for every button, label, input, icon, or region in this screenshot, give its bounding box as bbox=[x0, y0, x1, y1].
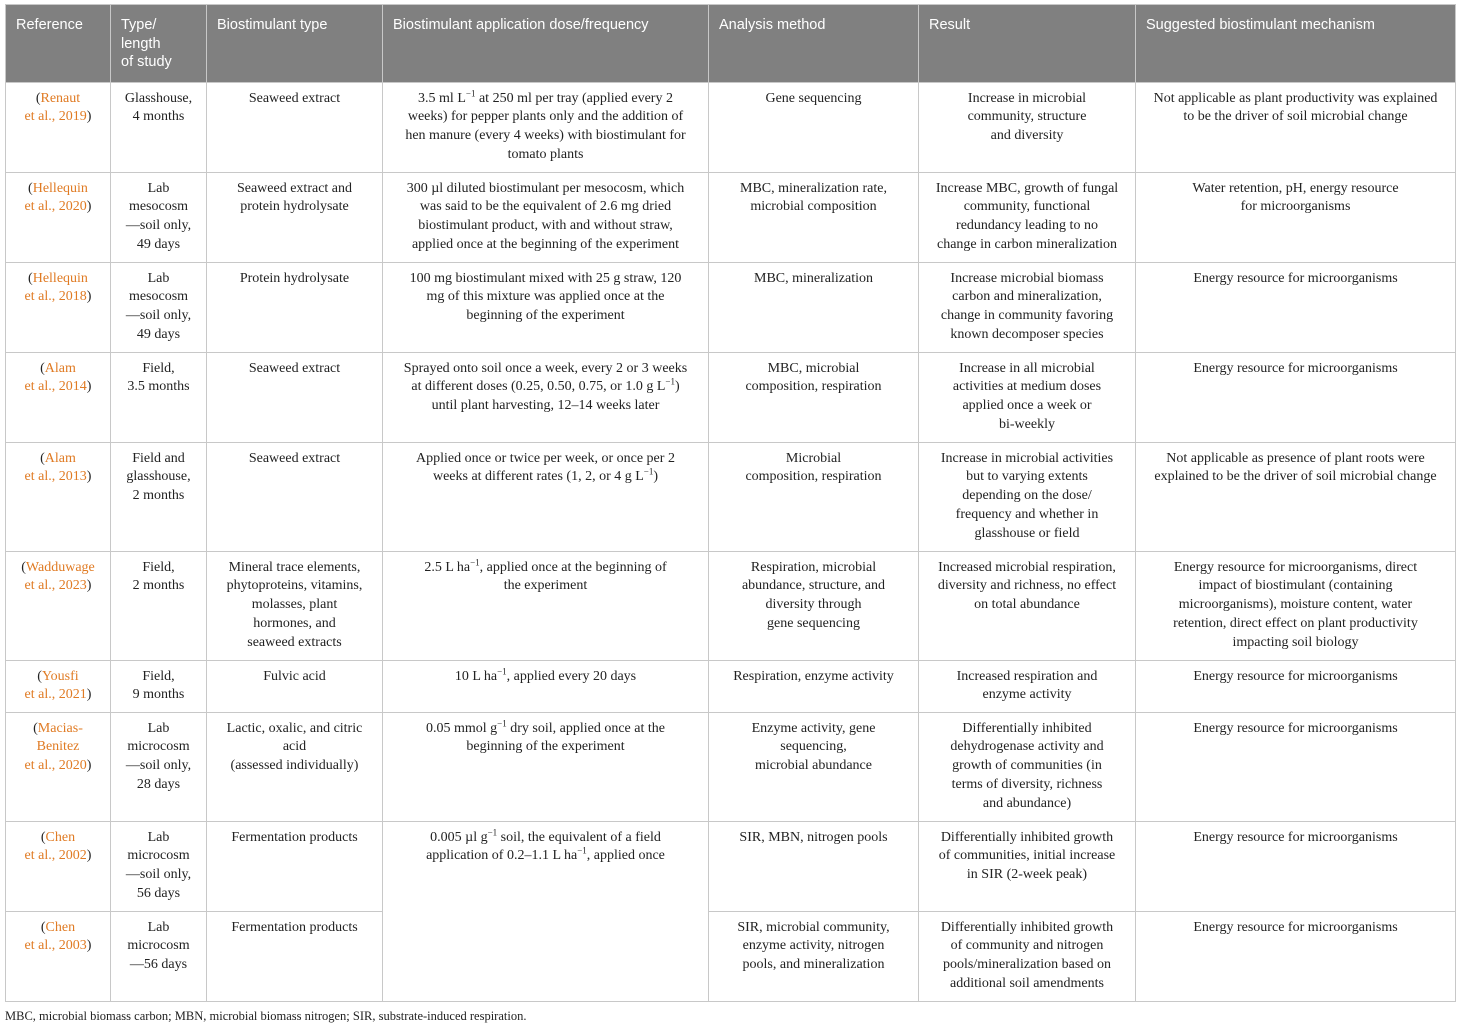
cell-type-length bbox=[111, 442, 207, 551]
cell-line: —soil only, bbox=[125, 758, 192, 774]
cell-line: Increase in microbial bbox=[967, 90, 1087, 106]
cell-line: microcosm bbox=[127, 938, 190, 954]
cell-line: Respiration, microbial bbox=[750, 559, 877, 575]
cell-line: MBC, mineralization rate, bbox=[740, 180, 887, 196]
cell-line: —soil only, bbox=[125, 218, 192, 234]
cell-dose bbox=[383, 660, 709, 712]
header-line: Analysis method bbox=[719, 17, 826, 33]
cell-line: —soil only, bbox=[125, 867, 192, 883]
cell-line: Increase in microbial activities bbox=[940, 450, 1114, 466]
citation-line: (Renaut bbox=[35, 90, 81, 106]
cell-reference bbox=[6, 660, 111, 712]
citation-link[interactable]: Hellequin bbox=[32, 270, 88, 286]
header-line: Suggested biostimulant mechanism bbox=[1146, 17, 1375, 33]
cell-line: growth of communities (in bbox=[952, 758, 1102, 774]
cell-line: microcosm bbox=[127, 739, 190, 755]
citation-line: et al., 2023) bbox=[24, 578, 92, 594]
cell-line: Enzyme activity, gene bbox=[751, 720, 876, 736]
citation-line: et al., 2020) bbox=[24, 199, 92, 215]
cell-line: carbon and mineralization, bbox=[952, 289, 1102, 305]
header-line: of study bbox=[121, 54, 172, 70]
superscript: −1 bbox=[465, 87, 476, 98]
cell-line: biostimulant product, with and without straw, bbox=[418, 218, 673, 234]
cell-line: known decomposer species bbox=[950, 326, 1104, 342]
cell-reference bbox=[6, 262, 111, 352]
cell-mechanism bbox=[1136, 551, 1456, 660]
cell-mechanism bbox=[1136, 172, 1456, 262]
cell-line: weeks) for pepper plants only and the addition of bbox=[407, 109, 684, 125]
cell-line: dehydrogenase activity and bbox=[950, 739, 1104, 755]
cell-line: 2.5 L $ha^{-1}$, applied once at the beginning of bbox=[424, 556, 667, 575]
cell-reference bbox=[6, 352, 111, 442]
cell-analysis-method bbox=[709, 911, 919, 1001]
cell-line: microbial composition bbox=[750, 199, 877, 215]
cell-dose bbox=[383, 82, 709, 172]
cell-line: change in community favoring bbox=[940, 308, 1114, 324]
citation-line: (Chen bbox=[40, 829, 76, 845]
cell-line: in SIR (2-week peak) bbox=[966, 867, 1088, 883]
citation-line: et al., 2002) bbox=[24, 848, 92, 864]
table-row bbox=[6, 352, 1456, 442]
cell-line: Lab bbox=[147, 720, 170, 736]
cell-mechanism bbox=[1136, 821, 1456, 911]
cell-line: Energy resource for microorganisms bbox=[1193, 668, 1398, 684]
cell-line: 300 µl diluted biostimulant per mesocosm, which bbox=[406, 180, 685, 196]
citation-link[interactable]: Alam bbox=[44, 450, 76, 466]
citation-line: et al., 2003) bbox=[24, 938, 92, 954]
cell-line: microbial abundance bbox=[754, 758, 872, 774]
cell-line: microcosm bbox=[127, 848, 190, 864]
cell-line: Lab bbox=[147, 919, 170, 935]
citation-line: (Wadduwage bbox=[21, 559, 95, 575]
cell-line: Increase in all microbial bbox=[959, 360, 1095, 376]
cell-line: —56 days bbox=[129, 957, 188, 973]
cell-line: on total abundance bbox=[974, 597, 1080, 613]
superscript: −1 bbox=[665, 376, 675, 387]
header-mechanism bbox=[1136, 5, 1456, 83]
header-line: length bbox=[121, 35, 161, 52]
cell-biostimulant-type bbox=[207, 352, 383, 442]
cell-line: Energy resource for microorganisms bbox=[1193, 360, 1398, 376]
cell-line: Increase MBC, growth of fungal bbox=[935, 180, 1119, 196]
cell-line: Not applicable as plant productivity was explained bbox=[1153, 90, 1438, 106]
cell-dose bbox=[383, 172, 709, 262]
cell-line: impacting soil biology bbox=[1232, 634, 1359, 650]
cell-result bbox=[919, 821, 1136, 911]
cell-line: for microorganisms bbox=[1240, 199, 1351, 215]
header-analysis-method bbox=[709, 5, 919, 83]
cell-reference bbox=[6, 172, 111, 262]
cell-type-length bbox=[111, 712, 207, 821]
cell-line: 49 days bbox=[136, 326, 181, 342]
citation-line: et al., 2018) bbox=[24, 289, 92, 305]
cell-type-length bbox=[111, 911, 207, 1001]
citation-line: et al., 2019) bbox=[24, 109, 92, 125]
cell-line: Lab bbox=[147, 829, 170, 845]
cell-type-length bbox=[111, 821, 207, 911]
cell-line: frequency and whether in bbox=[955, 506, 1099, 522]
cell-line: terms of diversity, richness bbox=[951, 776, 1103, 792]
cell-line: impact of biostimulant (containing bbox=[1198, 578, 1393, 594]
cell-biostimulant-type bbox=[207, 82, 383, 172]
cell-line: of community and nitrogen bbox=[950, 938, 1104, 954]
header-dose-frequency bbox=[383, 5, 709, 83]
cell-line: activities at medium doses bbox=[952, 379, 1102, 395]
cell-line: applied once a week or bbox=[962, 398, 1092, 414]
header-biostimulant-type bbox=[207, 5, 383, 83]
cell-analysis-method bbox=[709, 660, 919, 712]
superscript: −1 bbox=[643, 466, 654, 477]
cell-result bbox=[919, 262, 1136, 352]
table-row bbox=[6, 442, 1456, 551]
cell-biostimulant-type bbox=[207, 821, 383, 911]
cell-analysis-method bbox=[709, 551, 919, 660]
cell-line: community, functional bbox=[963, 199, 1091, 215]
citation-link[interactable]: et al., 2020 bbox=[24, 758, 87, 774]
cell-line: Energy resource for microorganisms, direct bbox=[1173, 559, 1418, 575]
citation-link[interactable]: et al., 2003 bbox=[24, 938, 87, 954]
table-row bbox=[6, 82, 1456, 172]
cell-line: mesocosm bbox=[128, 199, 189, 215]
table-row bbox=[6, 712, 1456, 821]
cell-line: depending on the dose/ bbox=[962, 488, 1092, 504]
cell-type-length bbox=[111, 551, 207, 660]
superscript: −1 bbox=[487, 826, 498, 837]
table-footnote: MBC, microbial biomass carbon; MBN, microbial biomass nitrogen; SIR, substrate-induced respiration. bbox=[5, 1008, 527, 1023]
cell-line: Glasshouse, bbox=[124, 90, 193, 106]
cell-line: diversity and richness, no effect bbox=[937, 578, 1117, 594]
cell-line: Seaweed extract and bbox=[236, 180, 353, 196]
citation-line: et al., 2020) bbox=[24, 758, 92, 774]
cell-line: Lab bbox=[147, 270, 170, 286]
citation-line: (Hellequin bbox=[28, 270, 88, 286]
citation-line: (Alam bbox=[40, 360, 76, 376]
cell-line: application of 0.2–1.1 L $ha^{-1}$, applied once bbox=[426, 845, 665, 864]
cell-line: weeks at different rates (1, 2, or 4 g $L^{-1}$) bbox=[432, 466, 659, 485]
cell-line: Increase microbial biomass bbox=[950, 270, 1104, 286]
cell-line: Microbial bbox=[785, 450, 842, 466]
cell-line: Differentially inhibited growth bbox=[940, 919, 1114, 935]
cell-line: Seaweed extract bbox=[248, 360, 341, 376]
cell-line: Protein hydrolysate bbox=[239, 270, 350, 286]
superscript: −1 bbox=[497, 717, 507, 728]
cell-mechanism bbox=[1136, 712, 1456, 821]
citation-link[interactable]: Chen bbox=[45, 919, 76, 935]
cell-line: Sprayed onto soil once a week, every 2 or 3 weeks bbox=[403, 360, 688, 376]
citation-line: (Hellequin bbox=[28, 180, 88, 196]
cell-biostimulant-type bbox=[207, 712, 383, 821]
cell-line: enzyme activity bbox=[982, 687, 1072, 703]
citation-line: et al., 2021) bbox=[24, 687, 92, 703]
cell-line: additional soil amendments bbox=[950, 975, 1104, 991]
cell-line: 3.5 ml $L^{-1}$ at 250 ml per tray (applied every 2 bbox=[418, 87, 673, 106]
study-table bbox=[5, 4, 1456, 1002]
cell-line: 9 months bbox=[132, 687, 185, 703]
cell-line: to be the driver of soil microbial change bbox=[1183, 109, 1408, 125]
cell-line: 4 months bbox=[132, 109, 185, 125]
cell-result bbox=[919, 551, 1136, 660]
cell-result bbox=[919, 172, 1136, 262]
cell-line: community, structure bbox=[967, 109, 1087, 125]
cell-line: diversity through bbox=[765, 597, 862, 613]
citation-link[interactable]: et al., 2020 bbox=[24, 199, 87, 215]
cell-result bbox=[919, 911, 1136, 1001]
cell-line: beginning of the experiment bbox=[466, 739, 625, 755]
cell-result bbox=[919, 660, 1136, 712]
table-row bbox=[6, 551, 1456, 660]
cell-type-length bbox=[111, 352, 207, 442]
superscript: −1 bbox=[470, 556, 480, 567]
cell-analysis-method bbox=[709, 172, 919, 262]
cell-line: abundance, structure, and bbox=[741, 578, 886, 594]
cell-line: composition, respiration bbox=[745, 469, 882, 485]
cell-analysis-method bbox=[709, 821, 919, 911]
cell-line: SIR, microbial community, bbox=[737, 919, 890, 935]
citation-link[interactable]: Benitez bbox=[36, 739, 80, 755]
cell-line: 10 L $ha^{-1}$, applied every 20 days bbox=[454, 665, 637, 684]
cell-line: (assessed individually) bbox=[230, 758, 359, 774]
cell-line: change in carbon mineralization bbox=[937, 236, 1117, 252]
cell-line: Gene sequencing bbox=[765, 90, 862, 106]
cell-result bbox=[919, 712, 1136, 821]
cell-line: 49 days bbox=[136, 236, 181, 252]
cell-line: pools/mineralization based on bbox=[943, 957, 1111, 973]
cell-line: Mineral trace elements, bbox=[228, 559, 361, 575]
cell-line: redundancy leading to no bbox=[956, 218, 1098, 234]
cell-dose bbox=[383, 821, 709, 1001]
cell-mechanism bbox=[1136, 352, 1456, 442]
cell-line: Not applicable as presence of plant roots were bbox=[1166, 450, 1425, 466]
cell-line: Fermentation products bbox=[231, 829, 358, 845]
cell-reference bbox=[6, 712, 111, 821]
citation-link[interactable]: Yousfi bbox=[41, 668, 79, 684]
cell-dose bbox=[383, 352, 709, 442]
cell-line: Field, bbox=[142, 360, 175, 376]
cell-line: phytoproteins, vitamins, bbox=[226, 578, 363, 594]
cell-line: Energy resource for microorganisms bbox=[1193, 270, 1398, 286]
cell-line: SIR, MBN, nitrogen pools bbox=[739, 829, 888, 845]
cell-line: MBC, mineralization bbox=[754, 270, 873, 286]
cell-line: pools, and mineralization bbox=[742, 957, 885, 973]
cell-line: bi-weekly bbox=[999, 416, 1055, 432]
cell-line: hen manure (every 4 weeks) with biostimulant for bbox=[405, 128, 686, 144]
cell-line: sequencing, bbox=[780, 739, 847, 755]
header-line: Biostimulant application dose/frequency bbox=[393, 17, 649, 33]
cell-line: 2 months bbox=[132, 578, 185, 594]
cell-analysis-method bbox=[709, 442, 919, 551]
cell-line: molasses, plant bbox=[251, 597, 338, 613]
cell-reference bbox=[6, 821, 111, 911]
cell-line: Increased microbial respiration, bbox=[938, 559, 1116, 575]
cell-line: MBC, microbial bbox=[767, 360, 860, 376]
cell-line: enzyme activity, nitrogen bbox=[742, 938, 885, 954]
table-row bbox=[6, 262, 1456, 352]
header-row bbox=[6, 5, 1456, 83]
cell-line: —soil only, bbox=[125, 308, 192, 324]
cell-line: until plant harvesting, 12–14 weeks later bbox=[431, 398, 660, 414]
cell-line: 56 days bbox=[136, 885, 181, 901]
table-row bbox=[6, 911, 1456, 1001]
cell-line: Field, bbox=[142, 559, 175, 575]
table-row bbox=[6, 821, 1456, 911]
citation-link[interactable]: Wadduwage bbox=[25, 559, 95, 575]
cell-line: Water retention, pH, energy resource bbox=[1192, 180, 1399, 196]
cell-line: Lactic, oxalic, and citric bbox=[226, 720, 363, 736]
cell-line: Respiration, enzyme activity bbox=[733, 668, 894, 684]
cell-line: composition, respiration bbox=[745, 379, 882, 395]
cell-type-length bbox=[111, 262, 207, 352]
cell-biostimulant-type bbox=[207, 551, 383, 660]
cell-line: 100 mg biostimulant mixed with 25 g straw, 120 bbox=[409, 270, 682, 286]
cell-line: tomato plants bbox=[507, 146, 584, 162]
citation-line bbox=[12, 738, 104, 757]
cell-type-length bbox=[111, 660, 207, 712]
cell-line: was said to be the equivalent of 2.6 mg dried bbox=[419, 199, 672, 215]
cell-line: Field and bbox=[132, 450, 185, 466]
cell-line: Energy resource for microorganisms bbox=[1193, 720, 1398, 736]
cell-line: the experiment bbox=[503, 578, 588, 594]
cell-line: retention, direct effect on plant productivity bbox=[1173, 615, 1418, 631]
citation-link[interactable]: Renaut bbox=[40, 90, 81, 106]
citation-line: (Alam bbox=[40, 450, 76, 466]
table-row bbox=[6, 660, 1456, 712]
cell-type-length bbox=[111, 82, 207, 172]
header-line: Result bbox=[929, 17, 971, 33]
cell-line: glasshouse, bbox=[126, 469, 191, 485]
cell-line: acid bbox=[282, 739, 307, 755]
citation-link[interactable]: Hellequin bbox=[32, 180, 88, 196]
cell-mechanism bbox=[1136, 442, 1456, 551]
cell-mechanism bbox=[1136, 911, 1456, 1001]
cell-mechanism bbox=[1136, 82, 1456, 172]
cell-line: but to varying extents bbox=[966, 469, 1088, 485]
cell-dose bbox=[383, 712, 709, 821]
cell-line: 2 months bbox=[132, 488, 185, 504]
cell-line: 0.05 mmol $g^{-1}$ dry soil, applied once at the bbox=[426, 717, 665, 736]
cell-line: of communities, initial increase bbox=[938, 848, 1116, 864]
cell-line: mesocosm bbox=[128, 289, 189, 305]
table-body bbox=[6, 82, 1456, 1001]
cell-line: Fulvic acid bbox=[263, 668, 326, 684]
cell-line: Energy resource for microorganisms bbox=[1193, 829, 1398, 845]
cell-line: Lab bbox=[147, 180, 170, 196]
cell-line: 28 days bbox=[136, 776, 181, 792]
cell-biostimulant-type bbox=[207, 262, 383, 352]
citation-link[interactable]: Alam bbox=[44, 360, 76, 376]
cell-mechanism bbox=[1136, 660, 1456, 712]
cell-analysis-method bbox=[709, 262, 919, 352]
cell-dose bbox=[383, 551, 709, 660]
cell-line: and abundance) bbox=[982, 795, 1072, 811]
cell-line: gene sequencing bbox=[767, 615, 860, 631]
cell-dose bbox=[383, 442, 709, 551]
cell-line: 0.005 µl $g^{-1}$ soil, the equivalent of a field bbox=[430, 826, 661, 845]
cell-biostimulant-type bbox=[207, 442, 383, 551]
cell-result bbox=[919, 352, 1136, 442]
cell-analysis-method bbox=[709, 712, 919, 821]
cell-line: Seaweed extract bbox=[248, 90, 341, 106]
citation-line: (Macias- bbox=[33, 720, 83, 736]
citation-line: (Yousfi bbox=[37, 668, 79, 684]
citation-link[interactable]: Chen bbox=[45, 829, 76, 845]
header-line: Biostimulant type bbox=[217, 17, 328, 33]
cell-line: Energy resource for microorganisms bbox=[1193, 919, 1398, 935]
cell-result bbox=[919, 82, 1136, 172]
cell-line: and diversity bbox=[990, 128, 1064, 144]
citation-link[interactable]: et al., 2014 bbox=[24, 379, 87, 395]
citation-line: et al., 2013) bbox=[24, 469, 92, 485]
cell-line: microorganisms), moisture content, water bbox=[1178, 597, 1413, 613]
cell-line: protein hydrolysate bbox=[240, 199, 349, 215]
cell-result bbox=[919, 442, 1136, 551]
header-line: Reference bbox=[16, 17, 83, 33]
citation-link[interactable]: et al., 2023 bbox=[24, 578, 87, 594]
cell-line: mg of this mixture was applied once at the bbox=[426, 289, 665, 305]
cell-line: glasshouse or field bbox=[974, 525, 1080, 541]
cell-mechanism bbox=[1136, 262, 1456, 352]
citation-link[interactable]: et al., 2021 bbox=[24, 687, 87, 703]
superscript: −1 bbox=[497, 665, 507, 676]
cell-line: hormones, and bbox=[253, 615, 336, 631]
citation-link[interactable]: et al., 2013 bbox=[24, 469, 87, 485]
cell-dose bbox=[383, 262, 709, 352]
cell-line: Applied once or twice per week, or once per 2 bbox=[416, 450, 675, 466]
header-result bbox=[919, 5, 1136, 83]
cell-line: beginning of the experiment bbox=[466, 308, 625, 324]
cell-line: Increased respiration and bbox=[956, 668, 1098, 684]
cell-reference bbox=[6, 551, 111, 660]
cell-line: Differentially inhibited growth bbox=[940, 829, 1114, 845]
citation-link[interactable]: et al., 2019 bbox=[24, 109, 87, 125]
citation-link[interactable]: et al., 2002 bbox=[24, 848, 87, 864]
cell-biostimulant-type bbox=[207, 660, 383, 712]
cell-line: Seaweed extract bbox=[248, 450, 341, 466]
cell-line: at different doses (0.25, 0.50, 0.75, or 1.0 g $L^{-1}$) bbox=[411, 376, 680, 395]
cell-biostimulant-type bbox=[207, 172, 383, 262]
cell-line: explained to be the driver of soil microbial change bbox=[1154, 469, 1437, 485]
cell-line: applied once at the beginning of the experiment bbox=[411, 236, 680, 252]
superscript: −1 bbox=[577, 845, 587, 856]
cell-line: seaweed extracts bbox=[247, 634, 342, 650]
cell-line: Field, bbox=[142, 668, 175, 684]
cell-analysis-method bbox=[709, 82, 919, 172]
cell-reference bbox=[6, 442, 111, 551]
citation-line: et al., 2014) bbox=[24, 379, 92, 395]
cell-line: Fermentation products bbox=[231, 919, 358, 935]
cell-reference bbox=[6, 82, 111, 172]
cell-line: Differentially inhibited bbox=[962, 720, 1092, 736]
header-reference bbox=[6, 5, 111, 83]
cell-analysis-method bbox=[709, 352, 919, 442]
header-type-length bbox=[111, 5, 207, 83]
citation-link[interactable]: Macias- bbox=[37, 720, 83, 736]
cell-type-length bbox=[111, 172, 207, 262]
table-page bbox=[5, 4, 1455, 1024]
citation-line: (Chen bbox=[40, 919, 76, 935]
cell-biostimulant-type bbox=[207, 911, 383, 1001]
header-line: Type/ bbox=[121, 17, 157, 33]
citation-link[interactable]: et al., 2018 bbox=[24, 289, 87, 305]
cell-reference bbox=[6, 911, 111, 1001]
table-row bbox=[6, 172, 1456, 262]
cell-line: 3.5 months bbox=[127, 379, 190, 395]
